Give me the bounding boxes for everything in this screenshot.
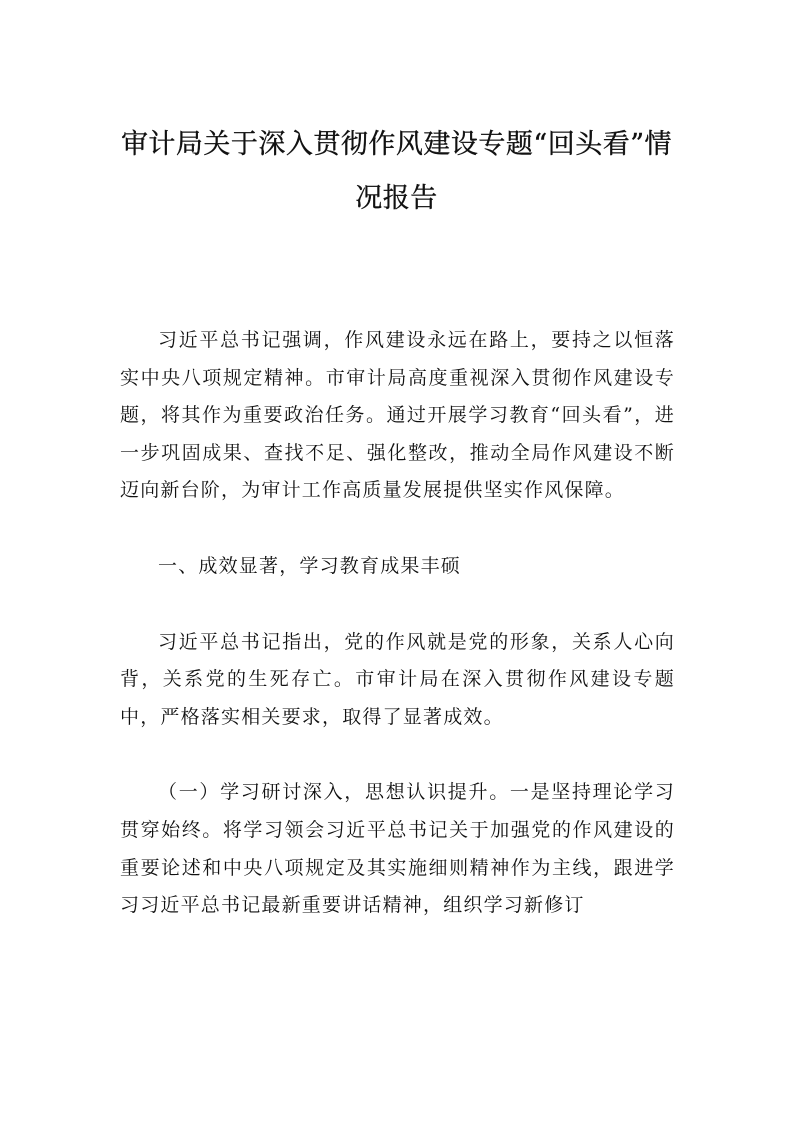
paragraph-gap	[120, 586, 675, 624]
intro-paragraph: 习近平总书记强调，作风建设永远在路上，要持之以恒落实中央八项规定精神。市审计局高度重视深入贯彻作风建设专题，将其作为重要政治任务。通过开展学习教育“回头看”，进一步巩固成果、查找不足、强化整改，推动全局作风建设不断迈向新台阶，为审计工作高质量发展提供坚实作风保障。	[120, 329, 675, 502]
section-heading-1: 一、成效显著，学习教育成果丰硕	[158, 554, 462, 577]
paragraph-gap	[120, 510, 675, 548]
paragraph-gap	[120, 736, 675, 774]
section-1-paragraph: 习近平总书记指出，党的作风就是党的形象，关系人心向背，关系党的生死存亡。市审计局在深入贯彻作风建设专题中，严格落实相关要求，取得了显著成效。	[120, 630, 675, 728]
document-body	[120, 322, 675, 925]
document-title: 审计局关于深入贯彻作风建设专题“回头看”情况报告	[120, 129, 673, 214]
subsection-1-paragraph: （一）学习研讨深入，思想认识提升。一是坚持理论学习贯穿始终。将学习领会习近平总书记关于加强党的作风建设的重要论述和中央八项规定及其实施细则精神作为主线，跟进学习习近平总书记最新重要讲话精神，组织学习新修订	[120, 781, 675, 917]
